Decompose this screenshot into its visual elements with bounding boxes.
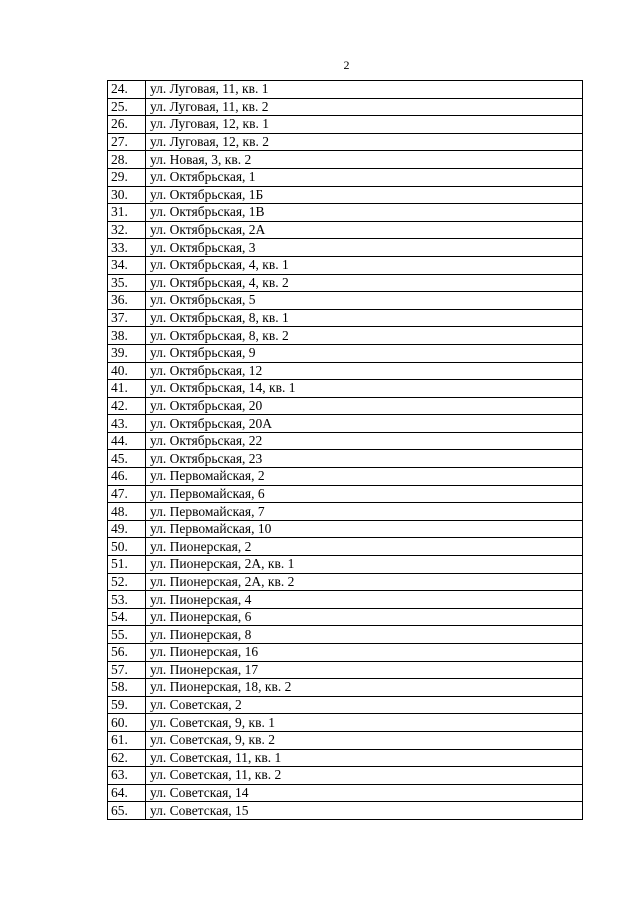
- row-number: 40.: [108, 362, 146, 380]
- page-number: 2: [343, 58, 350, 72]
- row-number: 33.: [108, 239, 146, 257]
- row-number: 24.: [108, 81, 146, 99]
- row-number: 38.: [108, 327, 146, 345]
- row-address: ул. Пионерская, 2: [146, 538, 583, 556]
- row-number: 58.: [108, 679, 146, 697]
- row-address: ул. Пионерская, 6: [146, 608, 583, 626]
- row-address: ул. Октябрьская, 23: [146, 450, 583, 468]
- row-address: ул. Первомайская, 2: [146, 468, 583, 486]
- row-address: ул. Октябрьская, 8, кв. 2: [146, 327, 583, 345]
- table-row: [108, 679, 583, 697]
- row-number: 30.: [108, 186, 146, 204]
- row-number: 45.: [108, 450, 146, 468]
- row-number: 27.: [108, 133, 146, 151]
- row-number: 55.: [108, 626, 146, 644]
- row-number: 32.: [108, 221, 146, 239]
- row-address: ул. Октябрьская, 20: [146, 397, 583, 415]
- row-address: ул. Советская, 11, кв. 1: [146, 749, 583, 767]
- row-address: ул. Пионерская, 2А, кв. 1: [146, 556, 583, 574]
- table-row: [108, 81, 583, 99]
- row-number: 56.: [108, 644, 146, 662]
- address-table: [107, 80, 583, 820]
- row-address: ул. Октябрьская, 4, кв. 2: [146, 274, 583, 292]
- row-number: 51.: [108, 556, 146, 574]
- table-row: [108, 432, 583, 450]
- row-address: ул. Новая, 3, кв. 2: [146, 151, 583, 169]
- table-row: [108, 327, 583, 345]
- table-row: [108, 485, 583, 503]
- row-number: 54.: [108, 608, 146, 626]
- row-address: ул. Советская, 2: [146, 696, 583, 714]
- row-address: ул. Первомайская, 6: [146, 485, 583, 503]
- row-number: 52.: [108, 573, 146, 591]
- table-row: [108, 573, 583, 591]
- row-address: ул. Октябрьская, 9: [146, 344, 583, 362]
- row-address: ул. Советская, 9, кв. 2: [146, 731, 583, 749]
- row-address: ул. Октябрьская, 22: [146, 432, 583, 450]
- table-row: [108, 362, 583, 380]
- row-address: ул. Октябрьская, 12: [146, 362, 583, 380]
- table-row: [108, 116, 583, 134]
- row-number: 50.: [108, 538, 146, 556]
- table-row: [108, 661, 583, 679]
- row-number: 34.: [108, 256, 146, 274]
- row-number: 42.: [108, 397, 146, 415]
- row-number: 47.: [108, 485, 146, 503]
- table-row: [108, 644, 583, 662]
- row-address: ул. Первомайская, 10: [146, 520, 583, 538]
- row-number: 63.: [108, 767, 146, 785]
- table-row: [108, 415, 583, 433]
- table-row: [108, 802, 583, 820]
- table-row: [108, 186, 583, 204]
- row-address: ул. Пионерская, 17: [146, 661, 583, 679]
- table-row: [108, 380, 583, 398]
- table-row: [108, 98, 583, 116]
- table-row: [108, 556, 583, 574]
- row-address: ул. Советская, 9, кв. 1: [146, 714, 583, 732]
- row-address: ул. Пионерская, 16: [146, 644, 583, 662]
- row-address: ул. Октябрьская, 5: [146, 292, 583, 310]
- row-number: 53.: [108, 591, 146, 609]
- row-address: ул. Октябрьская, 2А: [146, 221, 583, 239]
- row-number: 59.: [108, 696, 146, 714]
- row-number: 61.: [108, 731, 146, 749]
- row-number: 65.: [108, 802, 146, 820]
- table-row: [108, 309, 583, 327]
- row-address: ул. Октябрьская, 1: [146, 168, 583, 186]
- table-row: [108, 168, 583, 186]
- table-row: [108, 696, 583, 714]
- row-address: ул. Пионерская, 8: [146, 626, 583, 644]
- table-row: [108, 731, 583, 749]
- row-number: 39.: [108, 344, 146, 362]
- table-row: [108, 626, 583, 644]
- table-row: [108, 749, 583, 767]
- table-row: [108, 767, 583, 785]
- row-address: ул. Октябрьская, 4, кв. 1: [146, 256, 583, 274]
- table-row: [108, 221, 583, 239]
- row-number: 49.: [108, 520, 146, 538]
- row-address: ул. Октябрьская, 20А: [146, 415, 583, 433]
- row-number: 26.: [108, 116, 146, 134]
- table-row: [108, 784, 583, 802]
- row-number: 44.: [108, 432, 146, 450]
- row-address: ул. Октябрьская, 14, кв. 1: [146, 380, 583, 398]
- row-address: ул. Луговая, 11, кв. 2: [146, 98, 583, 116]
- row-address: ул. Пионерская, 4: [146, 591, 583, 609]
- row-number: 36.: [108, 292, 146, 310]
- table-row: [108, 344, 583, 362]
- table-row: [108, 503, 583, 521]
- table-row: [108, 256, 583, 274]
- row-address: ул. Луговая, 11, кв. 1: [146, 81, 583, 99]
- table-row: [108, 292, 583, 310]
- row-address: ул. Октябрьская, 1Б: [146, 186, 583, 204]
- table-row: [108, 397, 583, 415]
- row-address: ул. Советская, 15: [146, 802, 583, 820]
- row-number: 25.: [108, 98, 146, 116]
- table-row: [108, 450, 583, 468]
- row-number: 62.: [108, 749, 146, 767]
- table-row: [108, 133, 583, 151]
- address-table-body: [108, 81, 583, 820]
- table-row: [108, 520, 583, 538]
- row-address: ул. Октябрьская, 8, кв. 1: [146, 309, 583, 327]
- row-number: 64.: [108, 784, 146, 802]
- table-row: [108, 151, 583, 169]
- row-number: 41.: [108, 380, 146, 398]
- row-address: ул. Советская, 14: [146, 784, 583, 802]
- row-number: 48.: [108, 503, 146, 521]
- table-row: [108, 239, 583, 257]
- row-address: ул. Луговая, 12, кв. 2: [146, 133, 583, 151]
- table-row: [108, 608, 583, 626]
- row-address: ул. Луговая, 12, кв. 1: [146, 116, 583, 134]
- row-number: 28.: [108, 151, 146, 169]
- row-address: ул. Пионерская, 18, кв. 2: [146, 679, 583, 697]
- row-number: 43.: [108, 415, 146, 433]
- row-number: 57.: [108, 661, 146, 679]
- row-number: 60.: [108, 714, 146, 732]
- table-row: [108, 714, 583, 732]
- row-number: 29.: [108, 168, 146, 186]
- table-row: [108, 538, 583, 556]
- row-number: 31.: [108, 204, 146, 222]
- row-number: 35.: [108, 274, 146, 292]
- row-number: 46.: [108, 468, 146, 486]
- row-address: ул. Советская, 11, кв. 2: [146, 767, 583, 785]
- table-row: [108, 204, 583, 222]
- table-row: [108, 591, 583, 609]
- table-row: [108, 468, 583, 486]
- row-number: 37.: [108, 309, 146, 327]
- table-row: [108, 274, 583, 292]
- row-address: ул. Октябрьская, 1В: [146, 204, 583, 222]
- row-address: ул. Пионерская, 2А, кв. 2: [146, 573, 583, 591]
- row-address: ул. Первомайская, 7: [146, 503, 583, 521]
- row-address: ул. Октябрьская, 3: [146, 239, 583, 257]
